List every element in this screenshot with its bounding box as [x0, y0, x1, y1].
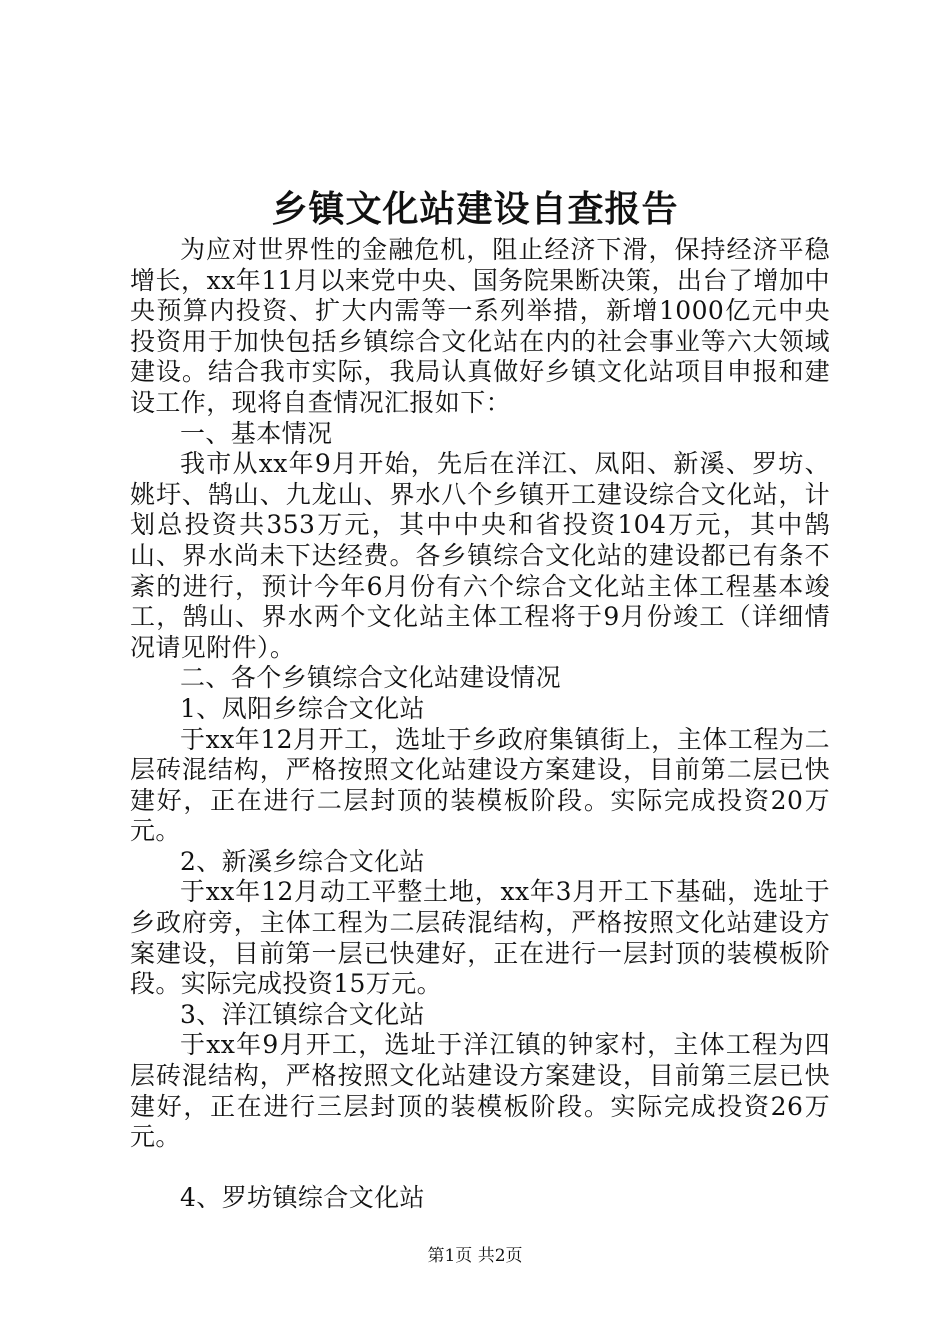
intro-paragraph: 为应对世界性的金融危机，阻止经济下滑，保持经济平稳增长，xx年11月以来党中央、国务院果断决策，出台了增加中央预算内投资、扩大内需等一系列举措，新增1000亿元中央投资用于加快包括乡镇综合文化站在内的社会事业等六大领域建设。结合我市实际，我局认真做好乡镇文化站项目申报和建设工作，现将自查情况汇报如下： — [130, 235, 830, 417]
subheading-yangjiang: 3、洋江镇综合文化站 — [180, 999, 425, 1029]
section-heading-basic: 一、基本情况 — [180, 418, 333, 448]
subheading-fengyang: 1、凤阳乡综合文化站 — [180, 693, 425, 723]
paragraph-spacer — [130, 1153, 830, 1183]
document-body — [130, 235, 830, 1213]
section-heading-stations: 二、各个乡镇综合文化站建设情况 — [180, 663, 562, 693]
yangjiang-paragraph: 于xx年9月开工，选址于洋江镇的钟家村，主体工程为四层砖混结构，严格按照文化站建设方案建设，目前第三层已快建好，正在进行三层封顶的装模板阶段。实际完成投资26万元。 — [130, 1030, 830, 1152]
page-footer: 第1页 共2页 — [427, 1246, 523, 1266]
basic-situation-paragraph: 我市从xx年9月开始，先后在洋江、凤阳、新溪、罗坊、姚圩、鹄山、九龙山、界水八个乡镇开工建设综合文化站，计划总投资共353万元，其中中央和省投资104万元，其中鹄山、界水尚未下达经费。各乡镇综合文化站的建设都已有条不紊的进行，预计今年6月份有六个综合文化站主体工程基本竣工，鹄山、界水两个文化站主体工程将于9月份竣工（详细情况请见附件）。 — [130, 449, 830, 662]
subheading-luofang: 4、罗坊镇综合文化站 — [180, 1182, 425, 1212]
fengyang-paragraph: 于xx年12月开工，选址于乡政府集镇街上，主体工程为二层砖混结构，严格按照文化站建设方案建设，目前第二层已快建好，正在进行二层封顶的装模板阶段。实际完成投资20万元。 — [130, 724, 830, 846]
document-title: 乡镇文化站建设自查报告 — [271, 188, 679, 230]
xinxi-paragraph: 于xx年12月动工平整土地，xx年3月开工下基础，选址于乡政府旁，主体工程为二层砖混结构，严格按照文化站建设方案建设，目前第一层已快建好，正在进行一层封顶的装模板阶段。实际完成投资15万元。 — [130, 877, 830, 999]
subheading-xinxi: 2、新溪乡综合文化站 — [180, 846, 425, 876]
